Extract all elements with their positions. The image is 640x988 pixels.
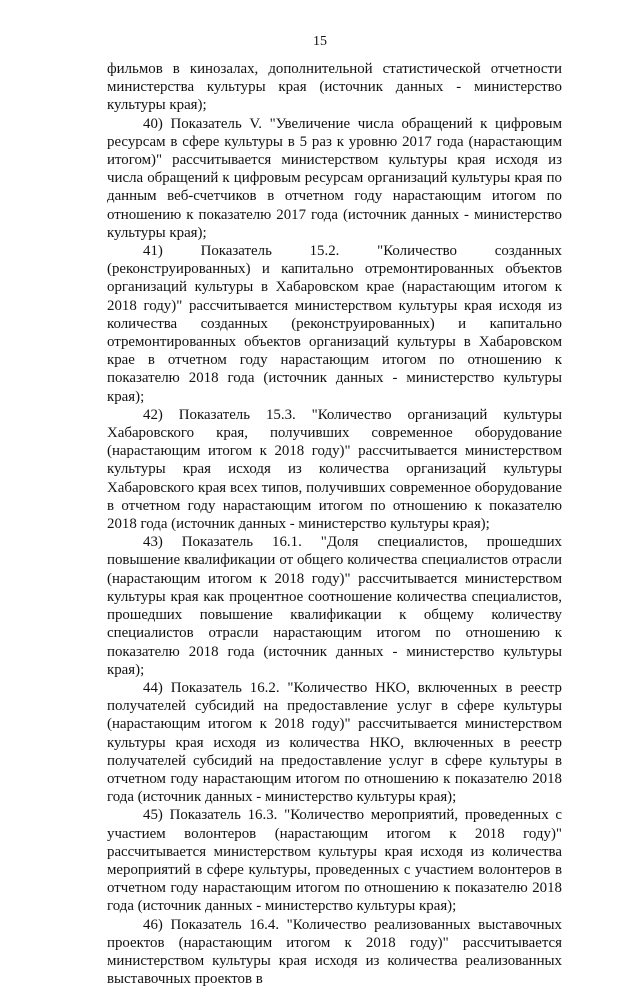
paragraph-item-41: 41) Показатель 15.2. "Количество созданных (реконструированных) и капитально отремонтированных объектов организаций культуры в Хабаровском крае (нарастающим итогом к 2018 году)" рассчитывается министерством культуры края исходя из количества созданных (реконструированных) и капитально отремонтированных объектов организаций культуры в Хабаровском крае в отчетном году нарастающим итогом по отношению к показателю 2018 года (источник данных - министерство культуры края);	[107, 243, 562, 405]
paragraph-item-45: 45) Показатель 16.3. "Количество мероприятий, проведенных с участием волонтеров (нарастающим итогом к 2018 году)" рассчитывается министерством культуры края исходя из количества мероприятий в сфере культуры, проведенных с участием волонтеров в отчетном году нарастающим итогом по отношению к показателю 2018 года (источник данных - министерство культуры края);	[107, 807, 562, 915]
paragraph-item-46: 46) Показатель 16.4. "Количество реализованных выставочных проектов (нарастающим итогом к 2018 году)" рассчитывается министерством культуры края исходя из количества реализованных выставочных проектов в	[107, 916, 562, 988]
paragraph-continuation: фильмов в кинозалах, дополнительной статистической отчетности министерства культуры края (источник данных - министерство культуры края);	[107, 61, 562, 114]
paragraph-item-42: 42) Показатель 15.3. "Количество организаций культуры Хабаровского края, получивших современное оборудование (нарастающим итогом к 2018 году)" рассчитывается министерством культуры края исходя из количества организаций культуры Хабаровского края всех типов, получивших современное оборудование в отчетном году нарастающим итогом по отношению к показателю 2018 года (источник данных - министерство культуры края);	[107, 406, 562, 533]
paragraph-item-40: 40) Показатель V. "Увеличение числа обращений к цифровым ресурсам в сфере культуры в 5 раз к уровню 2017 года (нарастающим итогом)" рассчитывается министерством культуры края исходя из числа обращений к цифровым ресурсам организаций культуры края по данным веб-счетчиков в отчетном году нарастающим итогом по отношению к показателю 2017 года (источник данных - министерство культуры края);	[107, 115, 562, 241]
document-body	[107, 60, 562, 988]
paragraph-item-44: 44) Показатель 16.2. "Количество НКО, включенных в реестр получателей субсидий на предоставление услуг в сфере культуры (нарастающим итогом к 2018 году)" рассчитывается министерством культуры края исходя из количества НКО, включенных в реестр получателей субсидий на предоставление услуг в сфере культуры в отчетном году нарастающим итогом по отношению к показателю 2018 года (источник данных - министерство культуры края);	[107, 679, 562, 806]
page-number: 15	[313, 34, 327, 49]
paragraph-item-43: 43) Показатель 16.1. "Доля специалистов, прошедших повышение квалификации от общего количества специалистов отрасли (нарастающим итогом к 2018 году)" рассчитывается министерством культуры края как процентное соотношение количества специалистов, прошедших повышение квалификации к общему количеству специалистов отрасли нарастающим итогом по отношению к показателю 2018 года (источник данных - министерство культуры края);	[107, 534, 562, 678]
